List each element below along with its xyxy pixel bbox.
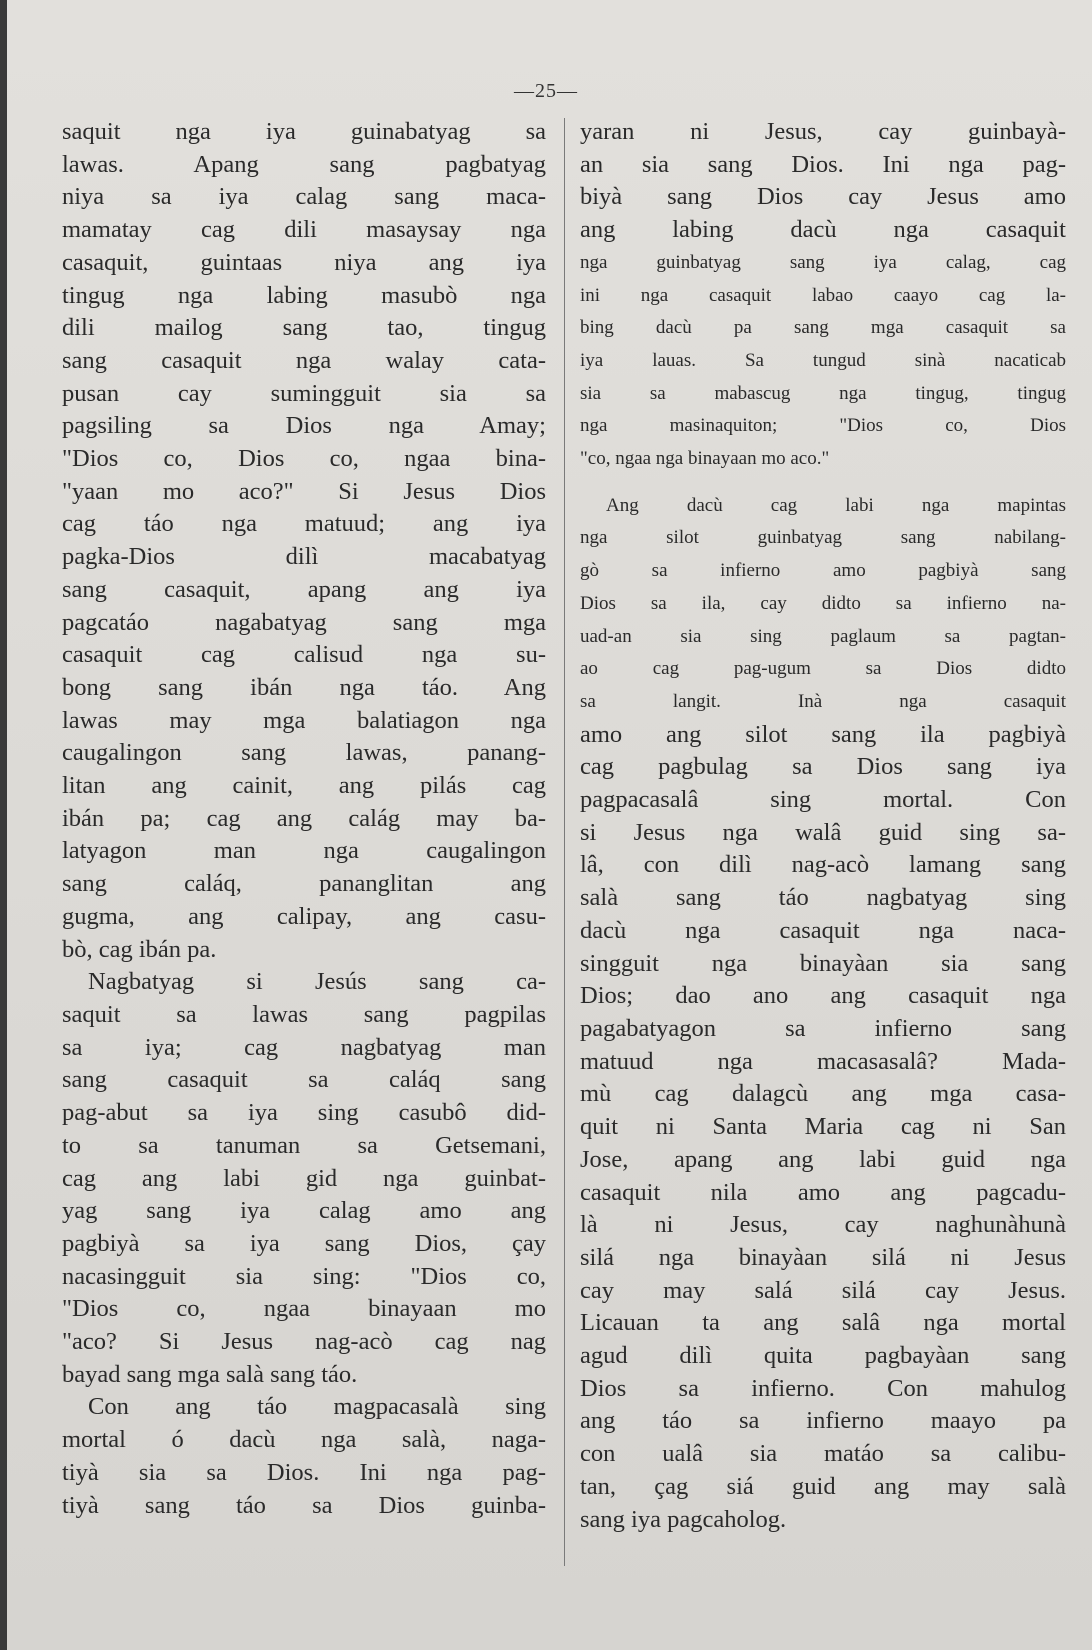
text-line: saquit sa lawas sang pagpilas xyxy=(62,1000,546,1028)
text-line: amo ang silot sang ila pagbiyà xyxy=(580,720,1066,748)
text-line: si Jesus nga walâ guid sing sa- xyxy=(580,818,1066,846)
text-line: gugma, ang calipay, ang casu- xyxy=(62,902,546,930)
text-line: yag sang iya calag amo ang xyxy=(62,1197,546,1225)
text-line: sia sa mabascug nga tingug, tingug xyxy=(580,382,1066,404)
text-line: mamatay cag dili masaysay nga xyxy=(62,216,546,244)
text-line: pagpacasalâ sing mortal. Con xyxy=(580,786,1066,814)
text-line: cag táo nga matuud; ang iya xyxy=(62,510,546,538)
text-line: ini nga casaquit labao caayo cag la- xyxy=(580,284,1066,306)
text-line: agud dilì quita pagbayàan sang xyxy=(580,1342,1066,1370)
text-line: con ualâ sia matáo sa calibu- xyxy=(580,1440,1066,1468)
text-line: dacù nga casaquit nga naca- xyxy=(580,916,1066,944)
text-line: "Dios co, Dios co, ngaa bina- xyxy=(62,445,546,473)
text-line: pagsiling sa Dios nga Amay; xyxy=(62,412,546,440)
text-line: Dios sa infierno. Con mahulog xyxy=(580,1374,1066,1402)
text-line: an sia sang Dios. Ini nga pag- xyxy=(580,150,1066,178)
text-line: litan ang cainit, ang pilás cag xyxy=(62,772,546,800)
text-line: nga masinaquiton; "Dios co, Dios xyxy=(580,415,1066,437)
page-number: —25— xyxy=(514,80,578,102)
text-line: mù cag dalagcù ang mga casa- xyxy=(580,1080,1066,1108)
text-line: pagcatáo nagabatyag sang mga xyxy=(62,608,546,636)
text-line: tiyà sia sa Dios. Ini nga pag- xyxy=(62,1458,546,1486)
text-line: Ang dacù cag labi nga mapintas xyxy=(606,494,1066,516)
text-line: iya lauas. Sa tungud sinà nacaticab xyxy=(580,349,1066,371)
text-line: nga guinbatyag sang iya calag, cag xyxy=(580,251,1066,273)
text-line: biyà sang Dios cay Jesus amo xyxy=(580,183,1066,211)
text-line: bong sang ibán nga táo. Ang xyxy=(62,673,546,701)
text-line: Jose, apang ang labi guid nga xyxy=(580,1145,1066,1173)
paragraph-gap xyxy=(580,476,1066,490)
text-line: yaran ni Jesus, cay guinbayà- xyxy=(580,118,1066,145)
text-line: saquit nga iya guinabatyag sa xyxy=(62,118,546,145)
text-line: sang iya pagcaholog. xyxy=(580,1505,787,1533)
text-line: lawas may mga balatiagon nga xyxy=(62,706,546,734)
binding-edge xyxy=(0,0,7,1650)
text-line: tingug nga labing masubò nga xyxy=(62,281,546,309)
text-line: singguit nga binayàan sia sang xyxy=(580,949,1066,977)
text-line: cay may salá silá cay Jesus. xyxy=(580,1276,1066,1304)
text-line: bayad sang mga salà sang táo. xyxy=(62,1360,358,1388)
text-line: casaquit nila amo ang pagcadu- xyxy=(580,1178,1066,1206)
text-line: Licauan ta ang salâ nga mortal xyxy=(580,1309,1066,1337)
text-line: tiyà sang táo sa Dios guinba- xyxy=(62,1491,546,1519)
text-line: pagbiyà sa iya sang Dios, çay xyxy=(62,1229,546,1257)
text-line: latyagon man nga caugalingon xyxy=(62,837,546,865)
text-line: casaquit cag calisud nga su- xyxy=(62,641,546,669)
text-line: nacasingguit sia sing: "Dios co, xyxy=(62,1262,546,1290)
text-line: là ni Jesus, cay naghunàhunà xyxy=(580,1211,1066,1239)
text-line: casaquit, guintaas niya ang iya xyxy=(62,248,546,276)
text-line: mortal ó dacù nga salà, naga- xyxy=(62,1426,546,1454)
text-line: cag ang labi gid nga guinbat- xyxy=(62,1164,546,1192)
text-line: uad-an sia sing paglaum sa pagtan- xyxy=(580,625,1066,647)
text-line: nga silot guinbatyag sang nabilang- xyxy=(580,527,1066,549)
text-line: matuud nga macasasalâ? Mada- xyxy=(580,1047,1066,1075)
text-line: niya sa iya calag sang maca- xyxy=(62,183,546,211)
text-line: pag-abut sa iya sing casubô did- xyxy=(62,1099,546,1127)
text-line: Dios sa ila, cay didto sa infierno na- xyxy=(580,592,1066,614)
text-line: ibán pa; cag ang calág may ba- xyxy=(62,804,546,832)
text-line: quit ni Santa Maria cag ni San xyxy=(580,1113,1066,1141)
text-line: sang caláq, pananglitan ang xyxy=(62,870,546,898)
text-line: to sa tanuman sa Getsemani, xyxy=(62,1131,546,1159)
text-line: pagabatyagon sa infierno sang xyxy=(580,1014,1066,1042)
text-line: pusan cay sumingguit sia sa xyxy=(62,379,546,407)
text-line: gò sa infierno amo pagbiyà sang xyxy=(580,560,1066,582)
text-line: salà sang táo nagbatyag sing xyxy=(580,884,1066,912)
text-line: sang casaquit sa caláq sang xyxy=(62,1066,546,1094)
text-line: "Dios co, ngaa binayaan mo xyxy=(62,1295,546,1323)
text-line: sang casaquit nga walay cata- xyxy=(62,346,546,374)
text-line: bing dacù pa sang mga casaquit sa xyxy=(580,317,1066,339)
column-divider xyxy=(564,118,565,1566)
text-line: "aco? Si Jesus nag-acò cag nag xyxy=(62,1328,546,1356)
text-line: lâ, con dilì nag-acò lamang sang xyxy=(580,851,1066,879)
text-line: Nagbatyag si Jesús sang ca- xyxy=(88,968,546,996)
text-line: cag pagbulag sa Dios sang iya xyxy=(580,753,1066,781)
left-column xyxy=(62,116,546,1522)
text-line: dili mailog sang tao, tingug xyxy=(62,314,546,342)
text-line: Dios; dao ano ang casaquit nga xyxy=(580,982,1066,1010)
text-line: ang táo sa infierno maayo pa xyxy=(580,1407,1066,1435)
text-line: Con ang táo magpacasalà sing xyxy=(88,1393,546,1421)
text-line: silá nga binayàan silá ni Jesus xyxy=(580,1243,1066,1271)
text-line: "co, ngaa nga binayaan mo aco." xyxy=(580,448,830,470)
text-line: lawas. Apang sang pagbatyag xyxy=(62,150,546,178)
text-line: ao cag pag-ugum sa Dios didto xyxy=(580,658,1066,680)
text-line: sang casaquit, apang ang iya xyxy=(62,575,546,603)
text-line: tan, çag siá guid ang may salà xyxy=(580,1472,1066,1500)
text-line: "yaan mo aco?" Si Jesus Dios xyxy=(62,477,546,505)
text-line: pagka-Dios dilì macabatyag xyxy=(62,543,546,571)
right-column xyxy=(580,116,1066,1536)
text-line: sa langit. Inà nga casaquit xyxy=(580,690,1066,712)
text-line: ang labing dacù nga casaquit xyxy=(580,216,1066,244)
text-line: bò, cag ibán pa. xyxy=(62,935,217,963)
text-line: sa iya; cag nagbatyag man xyxy=(62,1033,546,1061)
text-line: caugalingon sang lawas, panang- xyxy=(62,739,546,767)
